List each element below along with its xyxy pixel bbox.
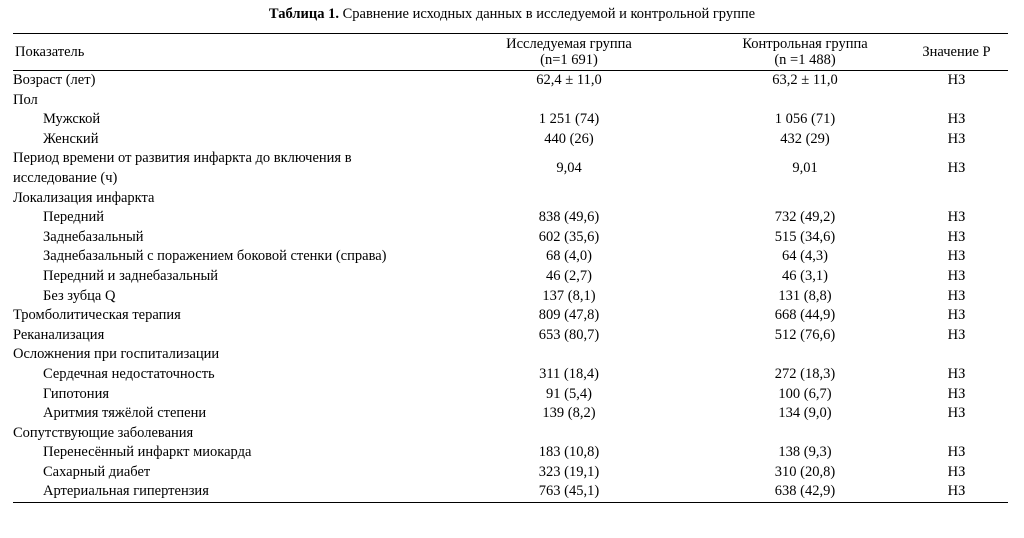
row-control-value [705,91,905,111]
row-p-value: НЗ [947,444,966,461]
row-control-value: 515 (34,6) [774,228,836,245]
row-p-value: НЗ [947,326,966,343]
row-control-value: 732 (49,2) [774,209,836,226]
table-row [13,463,1008,483]
table-caption [0,5,1024,23]
row-control-value: 100 (6,7) [778,385,832,402]
row-p-value [905,189,1008,209]
row-label: Сопутствующие заболевания [13,424,194,441]
row-study-value: 9,04 [556,160,582,177]
table-row [13,424,1008,444]
caption-text: Сравнение исходных данных в исследуемой и контрольной группе [338,6,756,22]
table-row [13,443,1008,463]
table-header-row [13,34,1008,71]
row-label: Передний [43,209,105,226]
row-control-value: 1 056 (71) [774,111,836,128]
row-label: Мужской [43,111,101,128]
row-control-value: 63,2 ± 11,0 [772,72,838,88]
row-study-value: 91 (5,4) [546,385,592,402]
row-study-value [433,424,705,444]
row-study-value: 838 (49,6) [538,209,600,226]
row-label: Без зубца Q [43,287,116,304]
row-study-value: 137 (8,1) [542,287,596,304]
row-control-value: 432 (29) [780,130,830,147]
row-control-value: 512 (76,6) [774,326,836,343]
row-control-value: 134 (9,0) [778,405,832,422]
table-row [13,365,1008,385]
row-control-value: 9,01 [792,160,818,177]
row-study-value: 323 (19,1) [538,463,600,480]
row-p-value [905,345,1008,365]
row-p-value: НЗ [947,248,966,265]
row-study-value: 653 (80,7) [538,326,600,343]
row-p-value: НЗ [905,482,1008,502]
row-study-value: 1 251 (74) [538,111,600,128]
table-row [13,71,1008,91]
header-control-group-title: Контрольная группа [742,36,868,52]
row-label: Возраст (лет) [13,72,96,88]
row-p-value: НЗ [947,267,966,284]
header-control-group [705,34,905,71]
row-p-value: НЗ [947,385,966,402]
table-row [13,385,1008,405]
row-control-value [705,189,905,209]
table-row [13,326,1008,346]
row-study-value: 809 (47,8) [538,307,600,324]
header-indicator: Показатель [13,34,433,71]
table-row [13,267,1008,287]
row-study-value [433,91,705,111]
row-label: Передний и заднебазальный [43,267,219,284]
row-label: Пол [13,91,38,108]
row-study-value: 139 (8,2) [542,405,596,422]
table-row [13,287,1008,307]
row-control-value: 668 (44,9) [774,307,836,324]
row-label: Сахарный диабет [43,463,151,480]
row-p-value: НЗ [947,160,966,177]
row-study-value: 763 (45,1) [433,482,705,502]
row-control-value: 131 (8,8) [778,287,832,304]
row-study-value [433,189,705,209]
row-label: Женский [43,130,99,147]
row-label: Аритмия тяжёлой степени [43,405,207,422]
row-control-value: 638 (42,9) [705,482,905,502]
row-study-value: 62,4 ± 11,0 [536,72,602,88]
table-row [13,247,1008,267]
row-control-value: 272 (18,3) [774,365,836,382]
table-row [13,110,1008,130]
header-control-group-n: (n =1 488) [774,52,836,68]
row-p-value [905,91,1008,111]
header-p-value: Значение P [905,34,1008,71]
table-row [13,189,1008,209]
row-p-value: НЗ [947,365,966,382]
table-row [13,228,1008,248]
row-label: Реканализация [13,326,105,343]
row-study-value: 68 (4,0) [546,248,592,265]
table-row [13,345,1008,365]
row-study-value: 602 (35,6) [538,228,600,245]
row-label: Осложнения при госпитализации [13,346,220,363]
table-row [13,306,1008,326]
caption-number: Таблица 1. [268,6,339,22]
row-p-value: НЗ [947,307,966,324]
row-study-value [433,345,705,365]
comparison-table [13,33,1008,503]
row-p-value: НЗ [947,72,966,88]
row-label: Период времени от развития инфаркта до включения в исследование (ч) [13,150,352,186]
row-label: Перенесённый инфаркт миокарда [43,444,252,461]
row-control-value: 138 (9,3) [778,444,832,461]
row-p-value: НЗ [947,228,966,245]
header-study-group [433,34,705,71]
row-study-value: 440 (26) [544,130,594,147]
row-p-value: НЗ [947,463,966,480]
row-label: Сердечная недостаточность [43,365,215,382]
row-label: Гипотония [43,385,109,402]
table-row [13,130,1008,150]
row-control-value: 310 (20,8) [774,463,836,480]
table-row [13,482,1008,502]
row-p-value: НЗ [947,405,966,422]
row-label: Локализация инфаркта [13,189,155,206]
row-label: Тромболитическая терапия [13,307,181,324]
header-study-group-n: (n=1 691) [540,52,598,68]
row-study-value: 183 (10,8) [538,444,600,461]
row-study-value: 46 (2,7) [546,267,592,284]
table-row [13,91,1008,111]
row-label: Артериальная гипертензия [13,482,433,502]
row-p-value [905,424,1008,444]
row-control-value: 46 (3,1) [782,267,828,284]
row-label: Заднебазальный [43,228,144,245]
row-p-value: НЗ [947,111,966,128]
table-row [13,208,1008,228]
header-study-group-title: Исследуемая группа [506,36,632,52]
row-study-value: 311 (18,4) [539,365,599,382]
row-p-value: НЗ [947,287,966,304]
row-p-value: НЗ [947,130,966,147]
row-p-value: НЗ [947,209,966,226]
table-row [13,404,1008,424]
row-control-value [705,345,905,365]
row-control-value: 64 (4,3) [782,248,828,265]
row-label: Заднебазальный с поражением боковой стенки (справа) [43,248,387,265]
table-row [13,149,1008,188]
table-body [13,71,1008,503]
row-control-value [705,424,905,444]
